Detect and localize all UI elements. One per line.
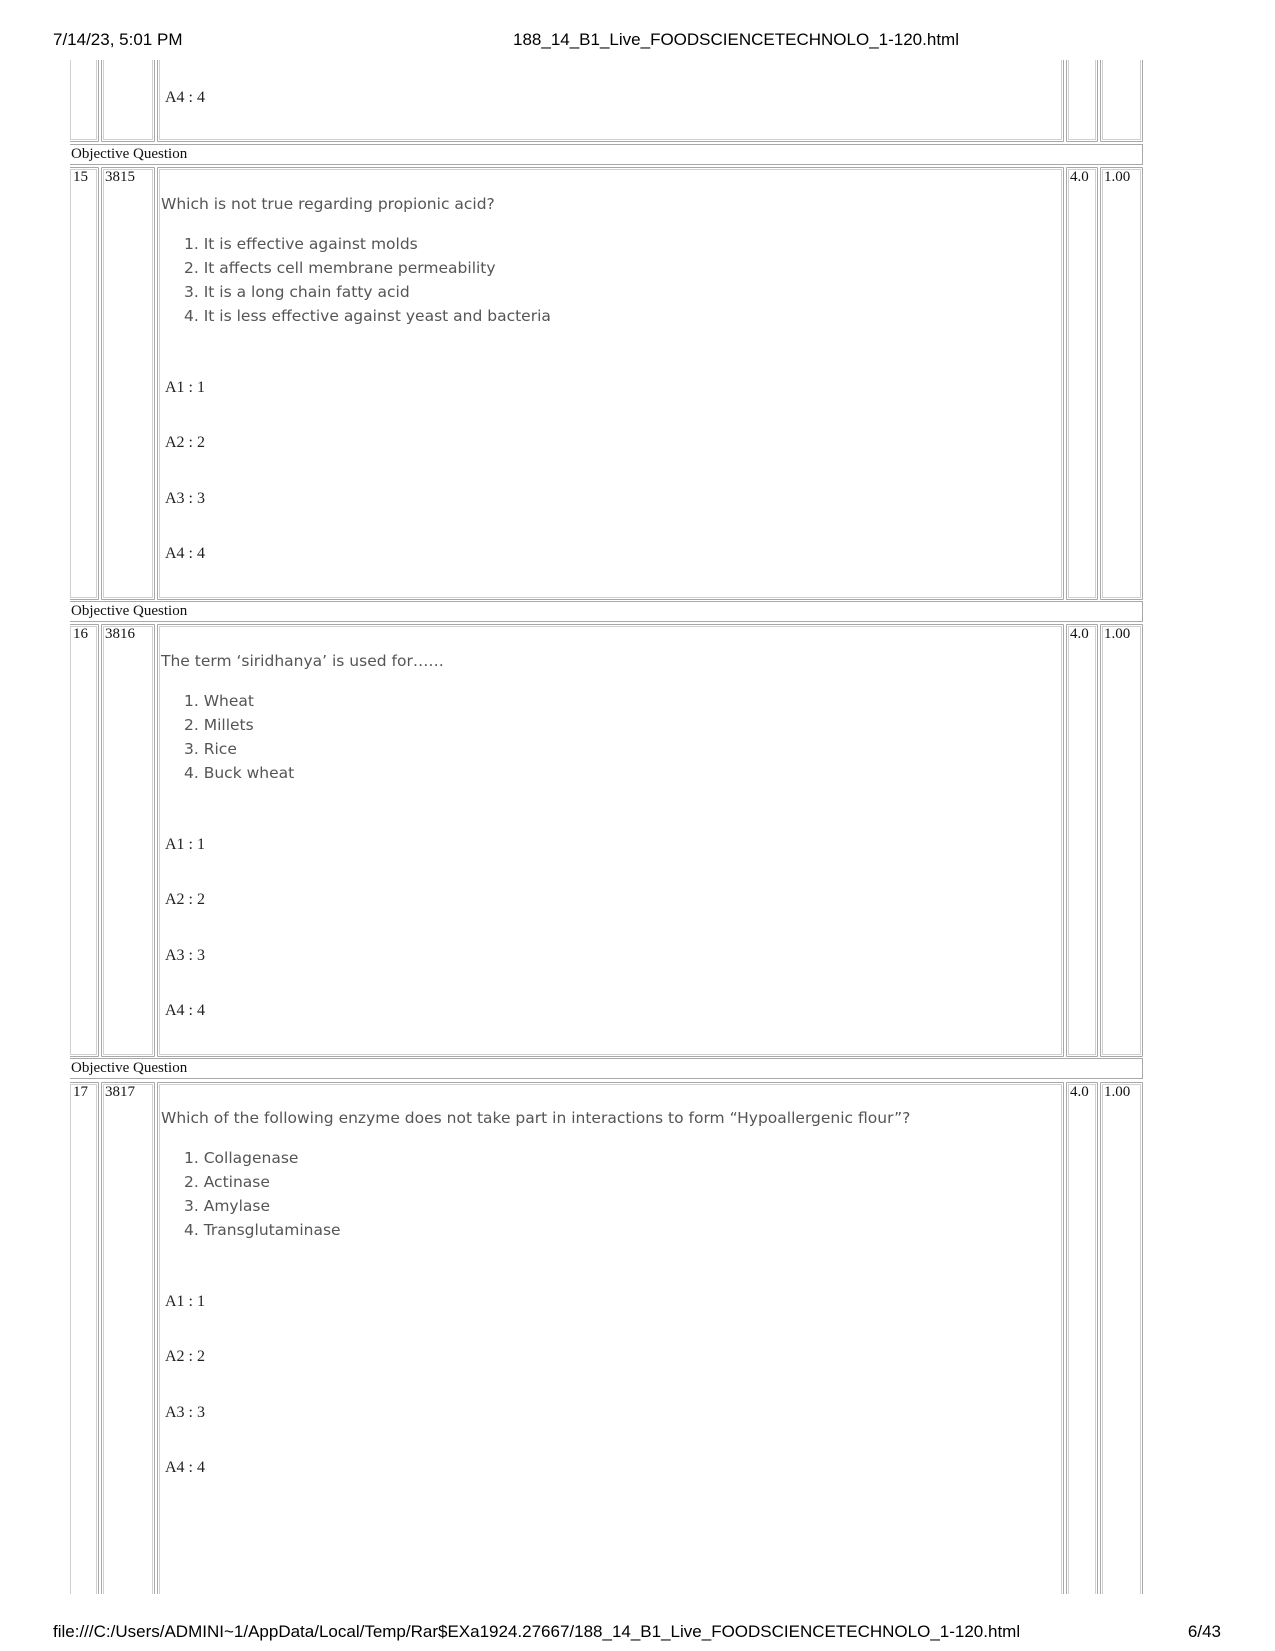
answer-option: A4 : 4 xyxy=(165,1459,205,1476)
question-negative-marks: 1.00 xyxy=(1104,169,1131,185)
option-4: 4. Buck wheat xyxy=(184,764,295,782)
negative-marks-cell xyxy=(1100,624,1143,1057)
question-serial: 16 xyxy=(73,626,88,642)
question-negative-marks: 1.00 xyxy=(1104,1084,1131,1100)
option-3: 3. Rice xyxy=(184,740,237,758)
serial-cell xyxy=(70,624,99,1057)
option-2: 2. Actinase xyxy=(184,1173,270,1191)
option-2: 2. It affects cell membrane permeability xyxy=(184,259,496,277)
marks-cell xyxy=(1066,167,1098,600)
question-serial: 17 xyxy=(73,1084,88,1100)
marks-cell xyxy=(1066,624,1098,1057)
file-path: file:///C:/Users/ADMINI~1/AppData/Local/Temp/Rar$EXa1924.27667/188_14_B1_Live_FOODSCIENCETECHNOLO_1-120.html xyxy=(53,1622,1021,1641)
print-footer xyxy=(0,1622,1275,1644)
option-4: 4. It is less effective against yeast and bacteria xyxy=(184,307,551,325)
content-cell xyxy=(157,60,1064,142)
answer-option: A3 : 3 xyxy=(165,490,205,507)
question-text: The term ‘siridhanya’ is used for…… xyxy=(161,652,444,670)
negative-marks-cell xyxy=(1100,167,1143,600)
option-1: 1. Wheat xyxy=(184,692,254,710)
question-id: 3816 xyxy=(105,626,135,642)
id-cell xyxy=(101,624,155,1057)
page-number: 6/43 xyxy=(1187,1622,1221,1641)
answer-option: A1 : 1 xyxy=(165,379,205,396)
option-3: 3. It is a long chain fatty acid xyxy=(184,283,410,301)
marks-cell xyxy=(1066,1082,1098,1594)
content-cell xyxy=(157,167,1064,600)
print-header xyxy=(0,30,1275,52)
answer-option: A2 : 2 xyxy=(165,891,205,908)
negative-marks-cell xyxy=(1100,1082,1143,1594)
answer-option: A4 : 4 xyxy=(165,1002,205,1019)
print-document-title: 188_14_B1_Live_FOODSCIENCETECHNOLO_1-120.html xyxy=(513,30,959,49)
question-text: Which is not true regarding propionic acid? xyxy=(161,195,495,213)
question-negative-marks: 1.00 xyxy=(1104,626,1131,642)
option-3: 3. Amylase xyxy=(184,1197,271,1215)
content-cell xyxy=(157,624,1064,1057)
print-datetime: 7/14/23, 5:01 PM xyxy=(53,30,183,49)
question-id: 3815 xyxy=(105,169,135,185)
question-serial: 15 xyxy=(73,169,88,185)
option-1: 1. Collagenase xyxy=(184,1149,299,1167)
serial-cell xyxy=(70,60,99,142)
serial-cell xyxy=(70,167,99,600)
answer-option: A2 : 2 xyxy=(165,1348,205,1365)
question-text: Which of the following enzyme does not take part in interactions to form “Hypoallergenic flour”? xyxy=(161,1109,911,1127)
option-1: 1. It is effective against molds xyxy=(184,235,418,253)
question-id: 3817 xyxy=(105,1084,135,1100)
answer-option: A4 : 4 xyxy=(165,545,205,562)
question-marks: 4.0 xyxy=(1070,626,1089,642)
question-type-bar: Objective Question xyxy=(70,1058,1143,1079)
question-type-bar: Objective Question xyxy=(70,144,1143,165)
id-cell xyxy=(101,60,155,142)
answer-option: A3 : 3 xyxy=(165,947,205,964)
answer-option: A1 : 1 xyxy=(165,1293,205,1310)
option-4: 4. Transglutaminase xyxy=(184,1221,341,1239)
answer-option: A1 : 1 xyxy=(165,836,205,853)
id-cell xyxy=(101,167,155,600)
serial-cell xyxy=(70,1082,99,1594)
marks-cell xyxy=(1066,60,1098,142)
id-cell xyxy=(101,1082,155,1594)
option-2: 2. Millets xyxy=(184,716,254,734)
negative-marks-cell xyxy=(1100,60,1143,142)
question-type-bar: Objective Question xyxy=(70,601,1143,622)
answer-option: A4 : 4 xyxy=(165,89,205,106)
answer-option: A3 : 3 xyxy=(165,1404,205,1421)
question-table xyxy=(70,60,1203,1594)
question-marks: 4.0 xyxy=(1070,1084,1089,1100)
answer-option: A2 : 2 xyxy=(165,434,205,451)
question-marks: 4.0 xyxy=(1070,169,1089,185)
